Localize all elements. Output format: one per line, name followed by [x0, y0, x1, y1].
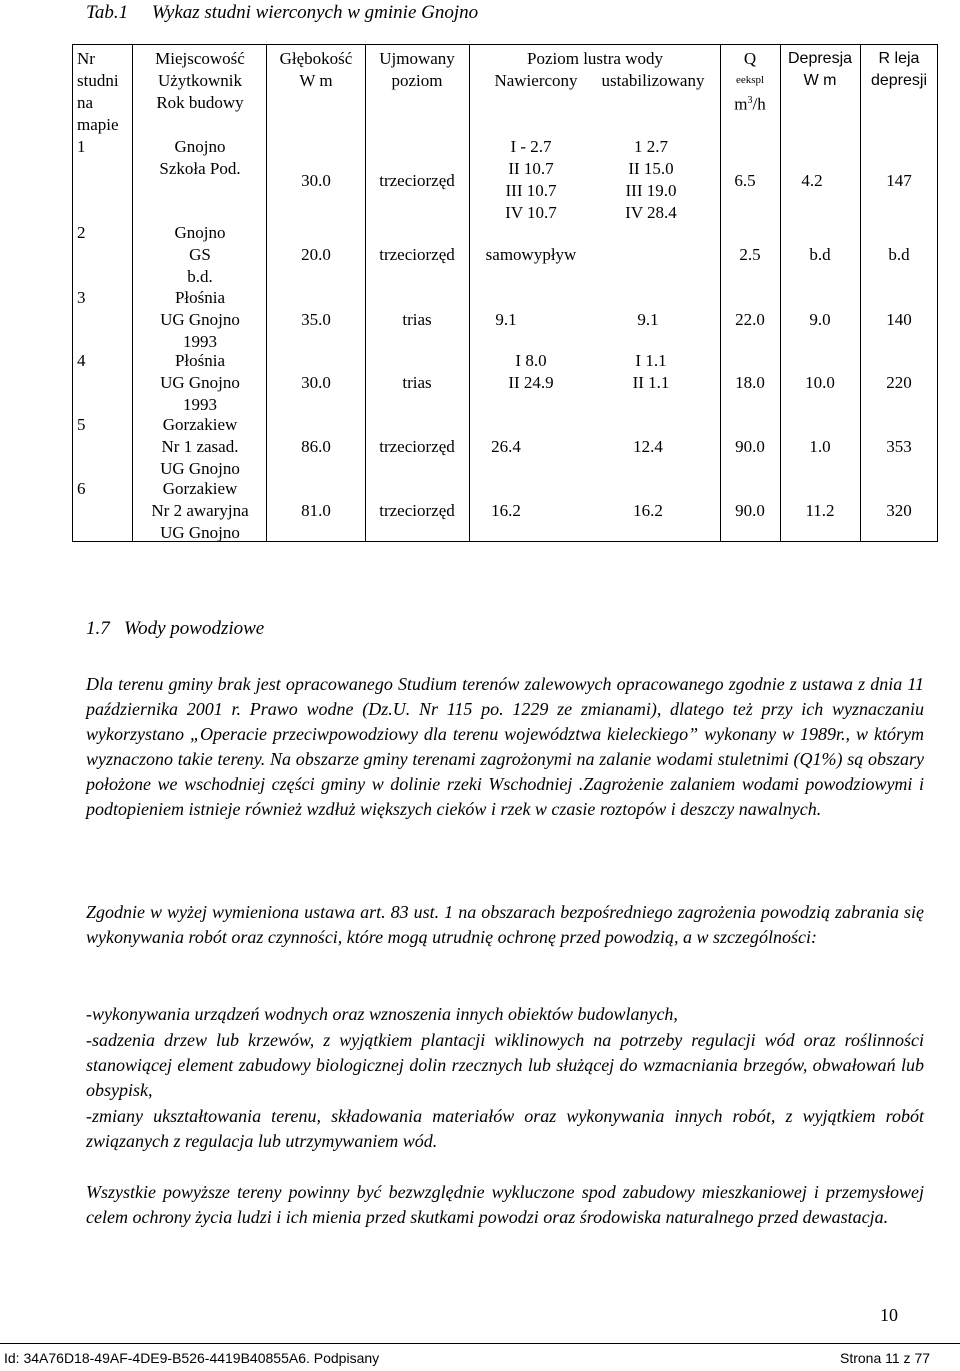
row-locality: Gnojno — [174, 137, 226, 156]
footer-document-id: Id: 34A76D18-49AF-4DE9-B526-4419B40855A6. Podpisany — [4, 1350, 380, 1366]
row-drawdown: 1.0 — [809, 437, 831, 456]
row-drilled: III 10.7 — [505, 181, 557, 200]
header-radius: R leja — [878, 50, 920, 67]
row-user: UG Gnojno — [160, 373, 240, 392]
row-q: 2.5 — [739, 245, 761, 264]
section-heading — [86, 618, 264, 640]
row-nr: 4 — [77, 351, 86, 370]
footer-divider — [0, 1343, 960, 1344]
row-stabilized: II 15.0 — [628, 159, 674, 178]
row-locality: Gorzakiew — [162, 479, 238, 498]
row-year: UG Gnojno — [160, 523, 240, 542]
row-user: Szkoła Pod. — [159, 159, 241, 178]
row-depth: 30.0 — [301, 373, 331, 392]
header-drilled: Nawiercony — [494, 71, 578, 90]
row-drilled: I - 2.7 — [510, 137, 552, 156]
col-divider — [266, 44, 267, 542]
footer-page-count: Strona 11 z 77 — [840, 1350, 931, 1366]
header-q: Q — [743, 49, 757, 68]
row-locality: Gnojno — [174, 223, 226, 242]
row-q: 90.0 — [735, 501, 765, 520]
header-aquifer: poziom — [391, 71, 443, 90]
row-aquifer: trias — [402, 310, 432, 329]
paragraph: Dla terenu gminy brak jest opracowanego Studium terenów zalewowych opracowanego zgodnie z ustawa z dnia 11 października 2001 r. Prawo wodne (Dz.U. Nr 115 po. 1229 ze zmianami), dlatego też przy ich wyznaczaniu wykorzystano „Operacie przeciwpowodziowy dla terenu województwa kieleckiego” wykonany w 1989r., w którym wyznaczono takie tereny. Na obszarze gminy terenami zagrożonymi na zalanie wodami stuletnimi (Q1%) są obszary położone we wschodniej części gminy w dolinie rzeki Wschodniej .Zagrożenie zalaniem wodami powodziowymi i podtopieniem istnieje również wzdłuż większych cieków i rzek w czasie roztopów i deszczy nawalnych. — [86, 674, 924, 819]
row-drilled: II 24.9 — [508, 373, 554, 392]
row-stabilized: 12.4 — [633, 437, 663, 456]
col-divider — [365, 44, 366, 542]
row-aquifer: trzeciorzęd — [379, 437, 455, 456]
header-nr: mapie — [77, 115, 119, 134]
section-title: Wody powodziowe — [124, 618, 265, 639]
row-stabilized: 9.1 — [637, 310, 659, 329]
header-depth: Głębokość — [279, 49, 353, 68]
row-radius: 147 — [886, 171, 912, 190]
row-nr: 1 — [77, 137, 86, 156]
row-q: 22.0 — [735, 310, 765, 329]
row-nr: 6 — [77, 479, 86, 498]
row-user: UG Gnojno — [160, 310, 240, 329]
row-depth: 81.0 — [301, 501, 331, 520]
section-number: 1.7 — [86, 618, 110, 639]
col-divider — [132, 44, 133, 542]
row-aquifer: trzeciorzęd — [379, 245, 455, 264]
row-depth: 30.0 — [301, 171, 331, 190]
row-nr: 2 — [77, 223, 86, 242]
row-radius: b.d — [888, 245, 910, 264]
header-nr: studni — [77, 71, 119, 90]
row-locality: Płośnia — [174, 351, 226, 370]
row-drilled: IV 10.7 — [505, 203, 557, 222]
row-year: b.d. — [187, 267, 213, 286]
col-divider — [860, 44, 861, 542]
row-drilled: 26.4 — [491, 437, 521, 456]
row-radius: 320 — [886, 501, 912, 520]
header-drawdown: Depresja — [787, 50, 853, 67]
row-drilled: samowypływ — [485, 245, 577, 264]
row-drilled: 9.1 — [495, 310, 517, 329]
header-radius: depresji — [870, 72, 928, 89]
row-q: 90.0 — [735, 437, 765, 456]
row-stabilized: I 1.1 — [635, 351, 667, 370]
row-drawdown: b.d — [809, 245, 831, 264]
header-year: Rok budowy — [156, 93, 244, 112]
row-aquifer: trias — [402, 373, 432, 392]
header-nr: na — [77, 93, 94, 112]
row-drawdown: 9.0 — [809, 310, 831, 329]
row-stabilized: IV 28.4 — [625, 203, 677, 222]
row-stabilized: II 1.1 — [632, 373, 670, 392]
row-aquifer: trzeciorzęd — [379, 171, 455, 190]
page-number: 10 — [880, 1305, 898, 1325]
row-drawdown: 10.0 — [805, 373, 835, 392]
header-locality: Miejscowość — [155, 49, 245, 68]
row-year: 1993 — [183, 395, 217, 414]
row-drilled: 16.2 — [491, 501, 521, 520]
row-depth: 20.0 — [301, 245, 331, 264]
row-radius: 220 — [886, 373, 912, 392]
row-user: Nr 1 zasad. — [161, 437, 239, 456]
header-q-unit: $m^3/h$ — [734, 94, 766, 114]
header-nr: Nr — [77, 49, 95, 68]
row-year: UG Gnojno — [160, 459, 240, 478]
row-drilled: II 10.7 — [508, 159, 554, 178]
row-drawdown: 11.2 — [805, 501, 835, 520]
paragraph: Wszystkie powyższe tereny powinny być bezwzględnie wykluczone spod zabudowy mieszkaniowej i przemysłowej celem ochrony życia ludzi i ich mienia przed skutkami powodzi oraz środowiska naturalnego przed dewastacja. — [86, 1182, 924, 1227]
header-q-sub: eekspl — [735, 74, 765, 86]
list-item: -wykonywania urządzeń wodnych oraz wznoszenia innych obiektów budowlanych, — [86, 1004, 678, 1024]
col-divider — [469, 44, 470, 542]
row-aquifer: trzeciorzęd — [379, 501, 455, 520]
col-divider — [720, 44, 721, 542]
row-locality: Gorzakiew — [162, 415, 238, 434]
row-nr: 5 — [77, 415, 86, 434]
header-stabilized: ustabilizowany — [601, 71, 705, 90]
row-locality: Płośnia — [174, 288, 226, 307]
row-q: 18.0 — [735, 373, 765, 392]
row-drilled: I 8.0 — [515, 351, 547, 370]
row-depth: 35.0 — [301, 310, 331, 329]
row-user: Nr 2 awaryjna — [151, 501, 249, 520]
row-year: 1993 — [183, 332, 217, 351]
row-stabilized: 16.2 — [633, 501, 663, 520]
list-item: -sadzenia drzew lub krzewów, z wyjątkiem plantacji wiklinowych na potrzeby regulacji wód oraz roślinności stanowiącej element zabudowy biologicznej dolin rzecznych lub służącej do wzmacniania brzegów, obwałowań lub obsypisk, — [86, 1030, 924, 1100]
header-drawdown-unit: W m — [803, 72, 837, 89]
row-depth: 86.0 — [301, 437, 331, 456]
row-radius: 140 — [886, 310, 912, 329]
row-user: GS — [189, 245, 211, 264]
header-user: Użytkownik — [157, 71, 243, 90]
row-drawdown: 4.2 — [801, 171, 823, 190]
header-aquifer: Ujmowany — [379, 49, 455, 68]
col-divider — [780, 44, 781, 542]
row-nr: 3 — [77, 288, 86, 307]
list-item: -zmiany ukształtowania terenu, składowania materiałów oraz wykonywania innych robót, z wyjątkiem robót związanych z regulacja lub utrzymywaniem wód. — [86, 1106, 924, 1151]
table-title: Tab.1 Wykaz studni wierconych w gminie Gnojno — [86, 2, 479, 23]
row-stabilized: 1 2.7 — [634, 137, 668, 156]
row-stabilized: III 19.0 — [625, 181, 677, 200]
row-radius: 353 — [886, 437, 912, 456]
header-depth-unit: W m — [299, 71, 333, 90]
paragraph: Zgodnie w wyżej wymieniona ustawa art. 83 ust. 1 na obszarach bezpośredniego zagrożenia powodzią zabrania się wykonywania robót oraz czynności, które mogą utrudnię ochronę przed powodzią, a w szczególności: — [86, 902, 924, 947]
row-q: 6.5 — [734, 171, 756, 190]
header-water-level: Poziom lustra wody — [527, 49, 663, 68]
